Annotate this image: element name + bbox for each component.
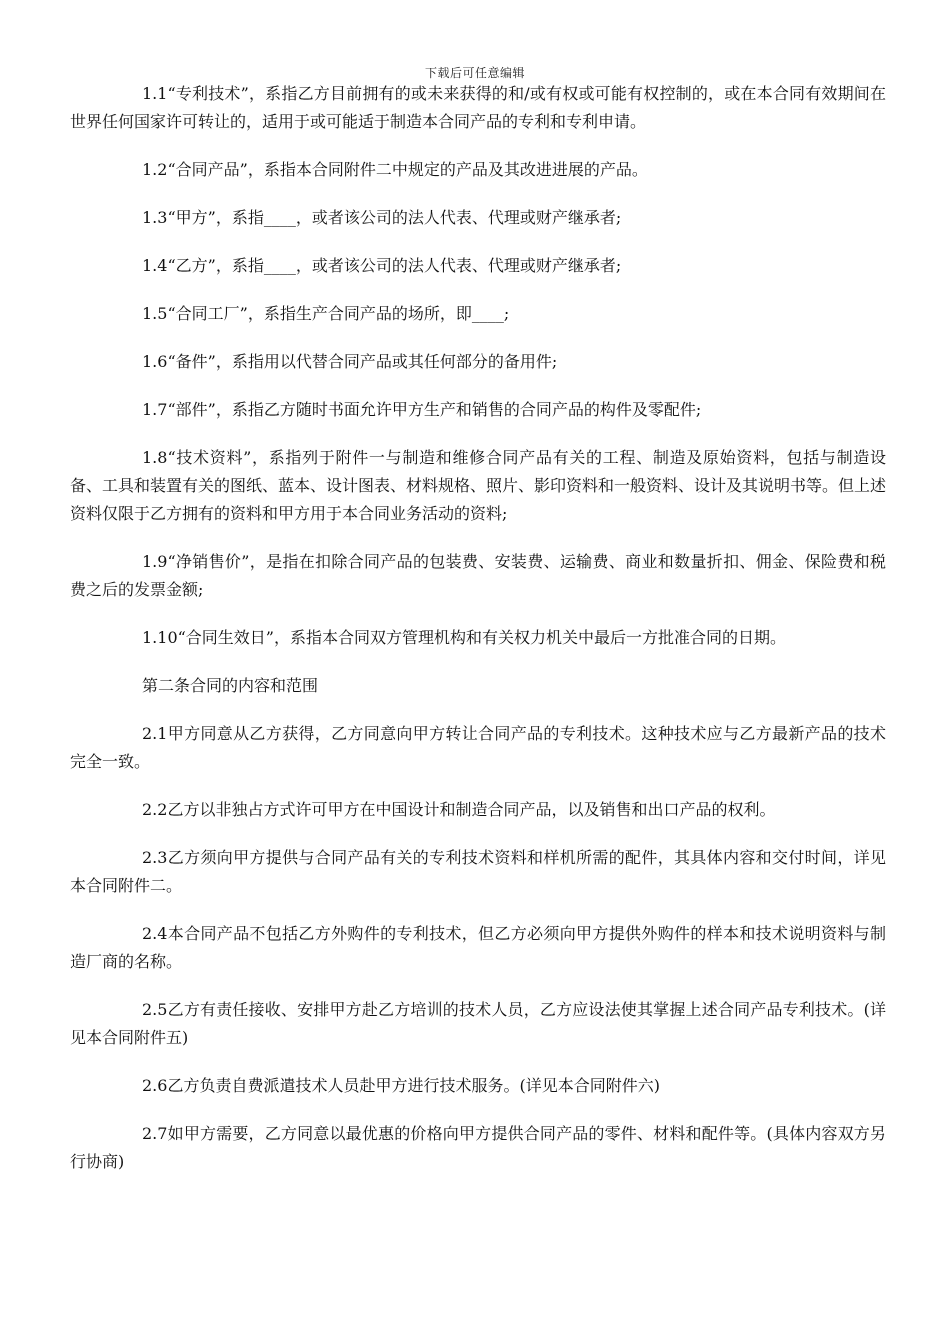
- clause-number: 1.10: [142, 628, 178, 647]
- clause-number: 2.7: [142, 1124, 168, 1143]
- clause-text: 乙方有责任接收、安排甲方赴乙方培训的技术人员，乙方应设法使其掌握上述合同产品专利技术。(详见本合同附件五): [70, 1000, 886, 1047]
- clause-number: 1.6: [142, 352, 168, 371]
- clause-text: “甲方”，系指____，或者该公司的法人代表、代理或财产继承者;: [167, 208, 622, 227]
- clause-number: 2.1: [142, 724, 168, 743]
- clause-number: 2.2: [142, 800, 168, 819]
- clause-2-2: [70, 796, 886, 824]
- clause-number: 1.2: [142, 160, 168, 179]
- clause-number: 2.6: [142, 1076, 168, 1095]
- clause-number: 2.5: [142, 1000, 168, 1019]
- clause-text: “净销售价”，是指在扣除合同产品的包装费、安装费、运输费、商业和数量折扣、佣金、保险费和税费之后的发票金额;: [70, 552, 886, 599]
- clause-text: “合同生效日”，系指本合同双方管理机构和有关权力机关中最后一方批准合同的日期。: [177, 628, 786, 647]
- clause-text: “技术资料”，系指列于附件一与制造和维修合同产品有关的工程、制造及原始资料，包括与制造设备、工具和装置有关的图纸、蓝本、设计图表、材料规格、照片、影印资料和一般资料、设计及其说明书等。但上述资料仅限于乙方拥有的资料和甲方用于本合同业务活动的资料;: [70, 448, 887, 523]
- clause-1-1: [70, 80, 886, 136]
- clause-2-6: [70, 1072, 886, 1100]
- clause-text: “备件”，系指用以代替合同产品或其任何部分的备用件;: [167, 352, 558, 371]
- clause-number: 1.5: [142, 304, 168, 323]
- clause-1-9: [70, 548, 886, 604]
- clause-1-4: [70, 252, 886, 280]
- clause-text: “乙方”，系指____，或者该公司的法人代表、代理或财产继承者;: [167, 256, 622, 275]
- article-title: 合同的内容和范围: [190, 676, 319, 695]
- clause-1-5: [70, 300, 886, 328]
- clause-1-8: [70, 444, 886, 528]
- clause-2-3: [70, 844, 886, 900]
- clause-text: “专利技术”，系指乙方目前拥有的或未来获得的和/或有权或可能有权控制的，或在本合同有效期间在世界任何国家许可转让的，适用于或可能适于制造本合同产品的专利和专利申请。: [70, 84, 886, 131]
- clause-text: 乙方负责自费派遣技术人员赴甲方进行技术服务。(详见本合同附件六): [167, 1076, 660, 1095]
- clause-number: 1.1: [142, 84, 168, 103]
- clause-1-2: [70, 156, 886, 184]
- clause-number: 1.3: [142, 208, 168, 227]
- clause-number: 2.4: [142, 924, 168, 943]
- clause-text: “合同工厂”，系指生产合同产品的场所，即____;: [167, 304, 510, 323]
- article-number: 第二条: [142, 676, 191, 695]
- clause-2-7: [70, 1120, 886, 1176]
- clause-number: 1.7: [142, 400, 168, 419]
- article-2-heading: [70, 672, 886, 700]
- clause-1-10: [70, 624, 886, 652]
- clause-text: 如甲方需要，乙方同意以最优惠的价格向甲方提供合同产品的零件、材料和配件等。(具体内容双方另行协商): [70, 1124, 886, 1171]
- clause-number: 2.3: [142, 848, 168, 867]
- clause-text: “部件”，系指乙方随时书面允许甲方生产和销售的合同产品的构件及零配件;: [167, 400, 702, 419]
- clause-text: 甲方同意从乙方获得，乙方同意向甲方转让合同产品的专利技术。这种技术应与乙方最新产品的技术完全一致。: [70, 724, 886, 771]
- clause-number: 1.8: [142, 448, 168, 467]
- clause-text: 本合同产品不包括乙方外购件的专利技术，但乙方必须向甲方提供外购件的样本和技术说明资料与制造厂商的名称。: [70, 924, 886, 971]
- clause-text: “合同产品”，系指本合同附件二中规定的产品及其改进进展的产品。: [167, 160, 648, 179]
- clause-text: 乙方以非独占方式许可甲方在中国设计和制造合同产品，以及销售和出口产品的权利。: [167, 800, 776, 819]
- clause-text: 乙方须向甲方提供与合同产品有关的专利技术资料和样机所需的配件，其具体内容和交付时间，详见本合同附件二。: [70, 848, 886, 895]
- clause-1-3: [70, 204, 886, 232]
- clause-2-5: [70, 996, 886, 1052]
- clause-1-6: [70, 348, 886, 376]
- page-header: 下载后可任意编辑: [424, 66, 525, 80]
- document-body: [70, 80, 886, 1196]
- clause-number: 1.4: [142, 256, 168, 275]
- clause-2-4: [70, 920, 886, 976]
- clause-2-1: [70, 720, 886, 776]
- clause-1-7: [70, 396, 886, 424]
- clause-number: 1.9: [142, 552, 168, 571]
